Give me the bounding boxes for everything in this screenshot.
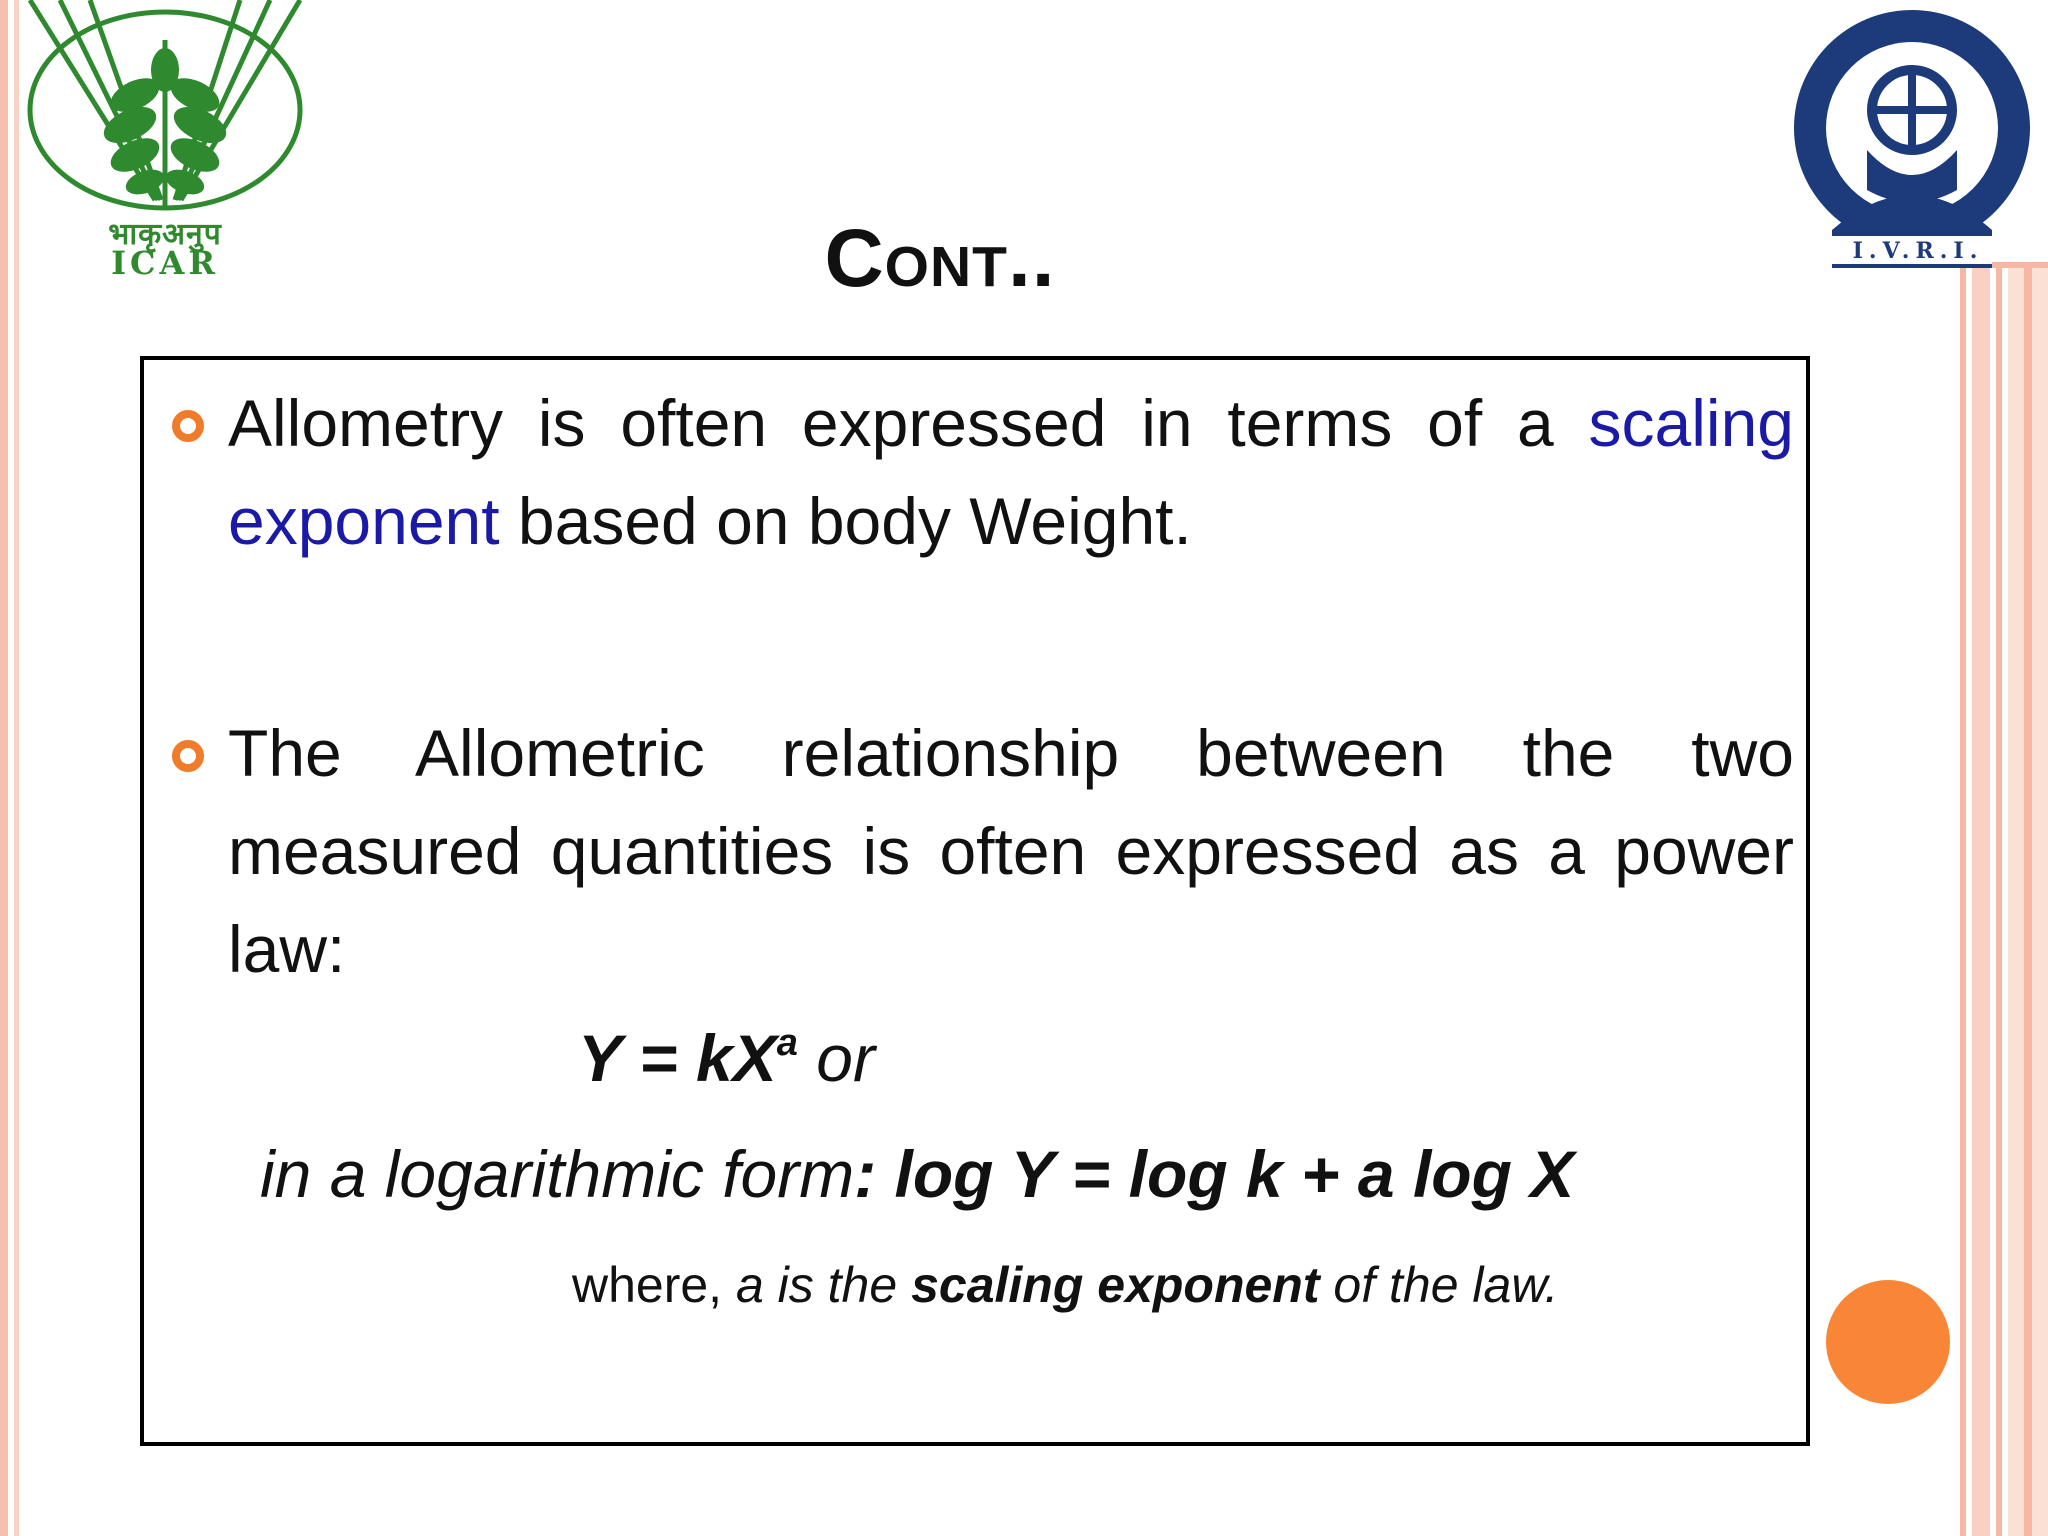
ivri-logo bbox=[1772, 0, 2048, 268]
where-note-w3: scaling exponent bbox=[911, 1257, 1320, 1313]
bullet-icon bbox=[172, 410, 204, 442]
power-law-formula bbox=[578, 1020, 875, 1096]
orange-decor-circle bbox=[1826, 1280, 1950, 1404]
bullet-1-part2: based on body Weight. bbox=[499, 484, 1192, 558]
formula-lhs: Y = kX bbox=[578, 1021, 777, 1095]
icar-logo-text: ICAR bbox=[111, 244, 219, 282]
bullet-1-text bbox=[228, 374, 1794, 570]
bullet-icon bbox=[172, 740, 204, 772]
formula-connector: or bbox=[797, 1021, 875, 1095]
right-decor-stripe bbox=[1996, 268, 2002, 1536]
content-box bbox=[140, 356, 1810, 1446]
bullet-1-part1: Allometry is often expressed in terms of a bbox=[228, 386, 1589, 460]
log-formula-prefix: in a logarithmic form bbox=[260, 1137, 855, 1211]
left-decor-stripe bbox=[0, 0, 8, 1536]
icar-logo-hindi-text: भाकृअनुप bbox=[108, 217, 222, 252]
log-formula bbox=[260, 1136, 1574, 1212]
bullet-1-highlight: scaling exponent bbox=[228, 386, 1794, 558]
slide-title: Cont.. bbox=[824, 213, 1056, 304]
where-note-w4: of the law. bbox=[1319, 1257, 1559, 1313]
where-note-w1: where, bbox=[572, 1257, 736, 1313]
right-decor-stripe bbox=[1972, 268, 1990, 1536]
ivri-logo-text: I.V.R.I. bbox=[1852, 238, 1984, 264]
where-note-w2: a is the bbox=[735, 1257, 912, 1313]
where-note bbox=[572, 1256, 1559, 1314]
log-formula-expression: : log Y = log k + a log X bbox=[854, 1137, 1575, 1211]
bullet-2-text: The Allometric relationship between the two measured quantities is often expressed as a power law: bbox=[228, 716, 1794, 986]
right-decor-stripe bbox=[1960, 268, 1966, 1536]
right-decor-stripe bbox=[2024, 268, 2032, 1536]
formula-exponent: a bbox=[776, 1022, 798, 1064]
